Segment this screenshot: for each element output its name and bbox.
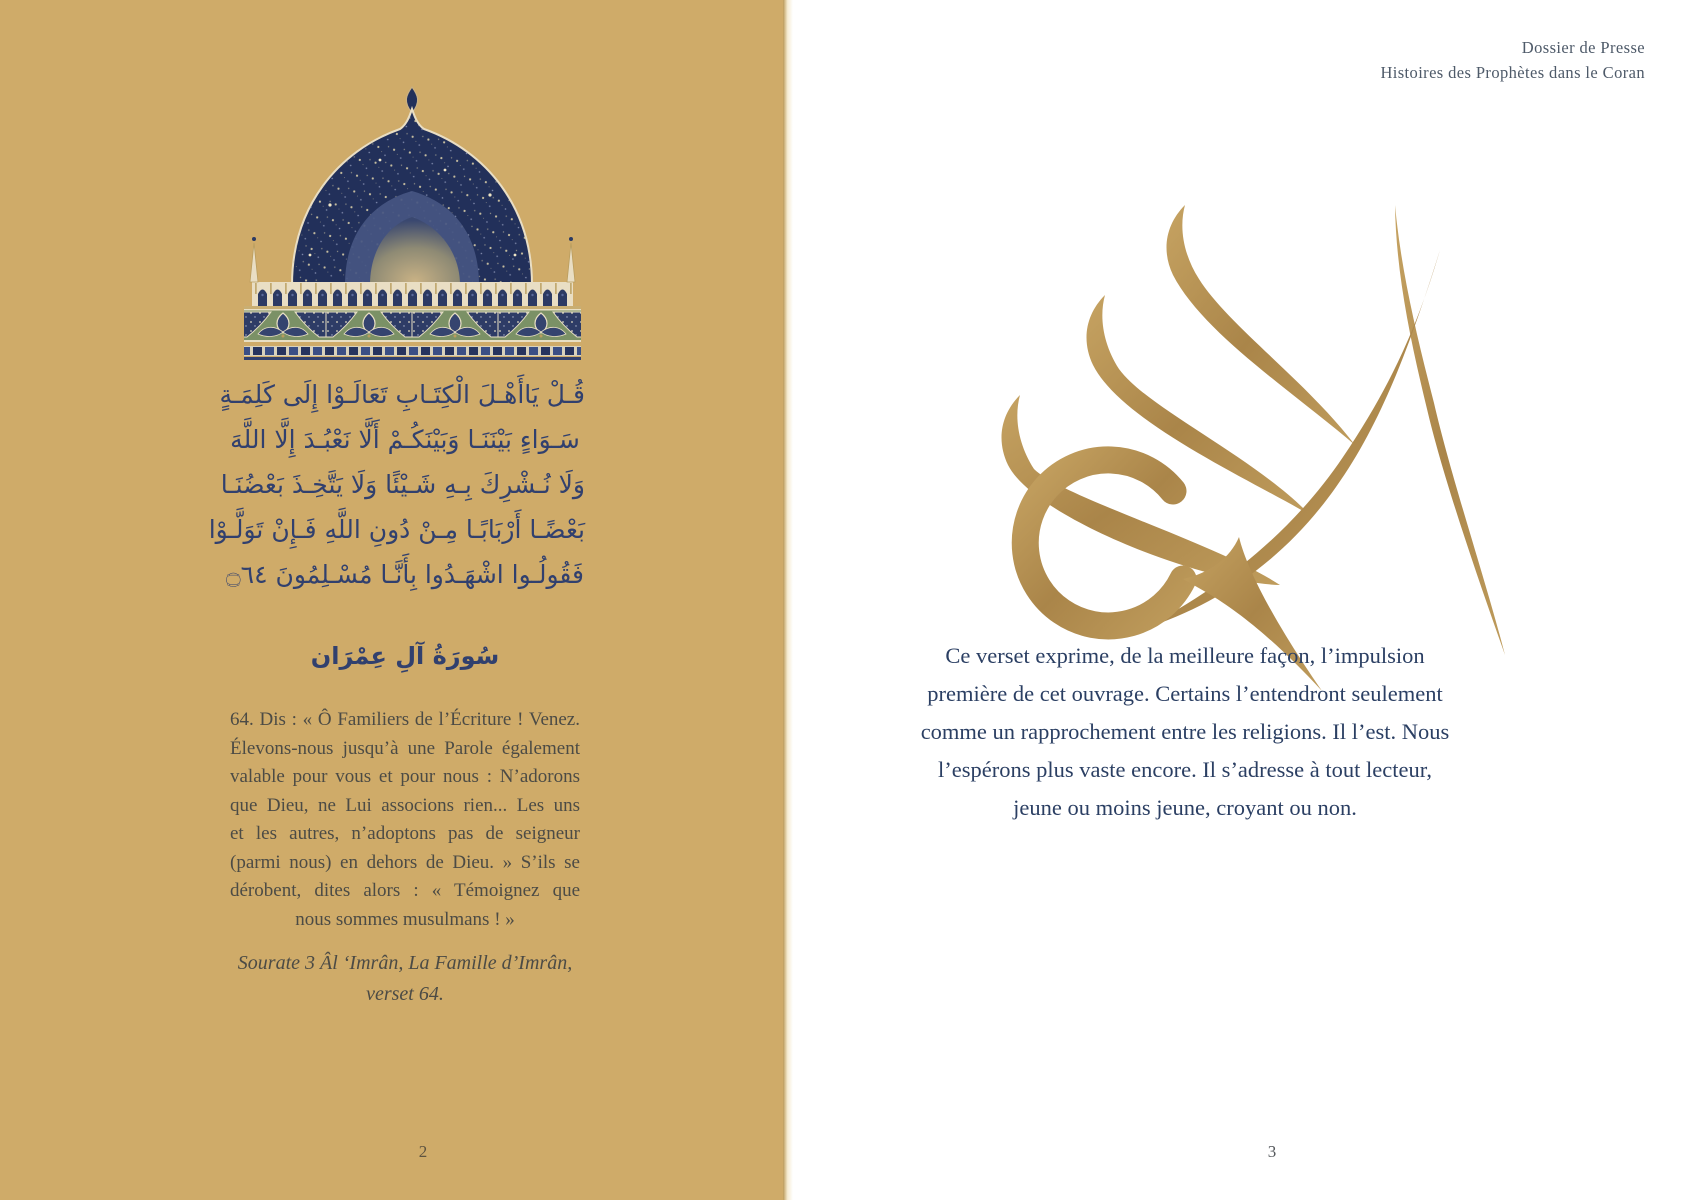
mosque-dome-illustration: [240, 85, 585, 367]
press-kit-header: [1380, 36, 1645, 85]
sura-title-calligraphy: سُورَةُ آلِ عِمْرَان: [310, 642, 500, 670]
right-page: [793, 0, 1697, 1200]
paragraph-line: jeune ou moins jeune, croyant ou non.: [1013, 795, 1357, 820]
page-gutter: [783, 0, 793, 1200]
page-number-right: 3: [1267, 1142, 1277, 1161]
dome: [292, 87, 532, 285]
verse-attribution: [215, 948, 595, 1010]
arabic-verse-line: بَعْضًـا أَرْبَابًـا مِـنْ دُونِ اللَّهِ فَـإِنْ تَوَلَّـوْا: [208, 515, 585, 544]
translation-line: 64. Dis : « Ô Familiers de l’Écriture ! Venez.: [230, 709, 580, 730]
arabic-verse-line: قُـلْ يَاأَهْـلَ الْكِتَـابِ تَعَالَـوْا إِلَى كَلِمَـةٍ: [219, 380, 585, 409]
calligraphy-strokes: [1002, 205, 1505, 691]
arabic-verse: [208, 372, 585, 597]
translation-line: dérobent, dites alors : « Témoignez que: [230, 880, 580, 901]
translation-line: (parmi nous) en dehors de Dieu. » S’ils se: [230, 851, 580, 873]
left-page: [0, 0, 783, 1200]
frieze: [244, 309, 581, 360]
paragraph-line: comme un rapprochement entre les religions. Il l’est. Nous: [920, 719, 1450, 744]
translation-line: et les autres, n’adoptons pas de seigneur: [230, 823, 580, 844]
arabic-verse-line: فَقُولُـوا اشْهَـدُوا بِأَنَّـا مُسْـلِمُونَ ۝٦٤: [226, 560, 584, 589]
translation-line: nous sommes musulmans ! »: [295, 908, 515, 930]
page-number-left: 2: [418, 1142, 428, 1161]
paragraph-line: Ce verset exprime, de la meilleure façon, l’impulsion: [945, 643, 1425, 668]
translation-line: valable pour vous et pour nous : N’adorons: [230, 766, 580, 787]
translation-line: Élevons-nous jusqu’à une Parole également: [230, 737, 580, 759]
paragraph-line: l’espérons plus vaste encore. Il s’adresse à tout lecteur,: [938, 757, 1432, 782]
verse-translation: [230, 706, 580, 934]
attribution-line: verset 64.: [366, 983, 444, 1005]
allah-gold-calligraphy: [940, 175, 1540, 715]
intro-paragraph: [855, 637, 1515, 827]
header-title: Dossier de Presse: [1521, 38, 1645, 57]
header-subtitle: Histoires des Prophètes dans le Coran: [1380, 62, 1645, 82]
arabic-verse-line: سَـوَاءٍ بَيْنَنَـا وَبَيْنَكُـمْ أَلَّا نَعْبُـدَ إِلَّا اللَّهَ: [230, 425, 580, 454]
paragraph-line: première de cet ouvrage. Certains l’entendront seulement: [927, 681, 1443, 706]
arabic-verse-line: وَلَا نُـشْرِكَ بِـهِ شَـيْئًا وَلَا يَتَّخِـذَ بَعْضُنَـا: [220, 470, 585, 499]
translation-line: que Dieu, ne Lui associons rien... Les uns: [230, 794, 580, 816]
attribution-line: Sourate 3 Âl ‘Imrân, La Famille d’Imrân,: [237, 952, 573, 974]
